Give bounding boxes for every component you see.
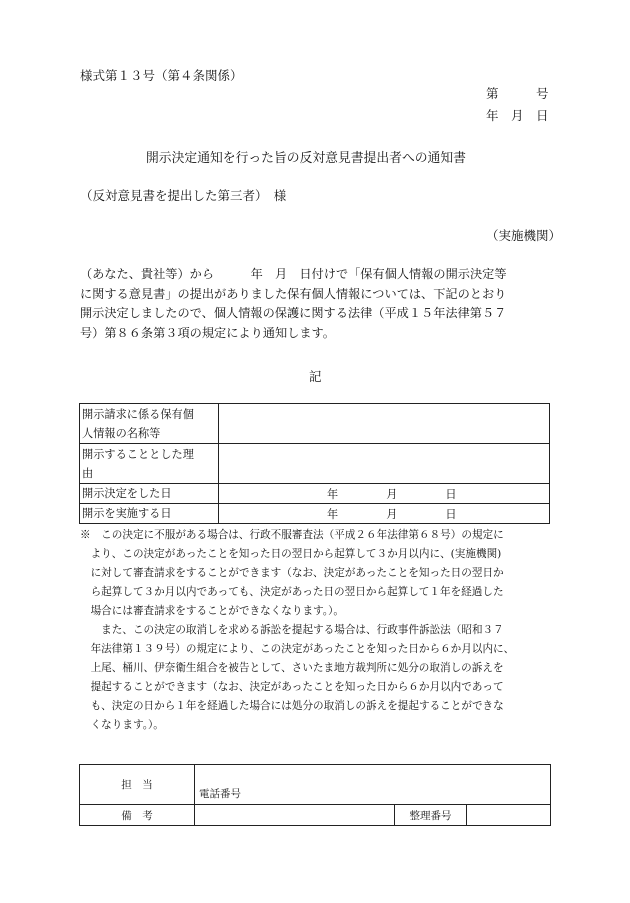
tantou-label: 担 当 bbox=[80, 765, 195, 805]
footer-table bbox=[79, 764, 551, 826]
ki-heading: 記 bbox=[309, 369, 322, 384]
table-row bbox=[80, 404, 550, 444]
note-line: 年法律第１３９号）の規定により、この決定があったことを知った日から６か月以内に、 bbox=[80, 643, 515, 655]
form-number: 様式第１３号（第４条関係） bbox=[80, 68, 243, 83]
note-line: より、この決定があったことを知った日の翌日から起算して３か月以内に、(実施機関) bbox=[80, 548, 502, 560]
implementation-date-cell: 年 月 日 bbox=[219, 504, 550, 524]
bikou-value bbox=[195, 805, 395, 826]
document-number: 第 号 bbox=[486, 86, 549, 101]
table-row bbox=[80, 805, 551, 826]
note-line: 上尾、桶川、伊奈衛生組合を被告として、さいたま地方裁判所に処分の取消しの訴えを bbox=[80, 662, 504, 674]
record-label: 開示を実施する日 bbox=[80, 504, 219, 524]
document-title: 開示決定通知を行った旨の反対意見書提出者への通知書 bbox=[146, 151, 466, 166]
record-label: 開示することとした理 由 bbox=[80, 444, 219, 484]
seiri-value bbox=[467, 805, 551, 826]
addressee: （反対意見書を提出した第三者） 様 bbox=[80, 188, 287, 203]
body-line: 号）第８６条第３項の規定により通知します。 bbox=[80, 325, 335, 340]
phone-label: 電話番号 bbox=[195, 765, 551, 805]
seiri-label: 整理番号 bbox=[395, 805, 467, 826]
note-line: 場合には審査請求をすることができなくなります。）。 bbox=[80, 605, 344, 617]
bikou-label: 備 考 bbox=[80, 805, 195, 826]
note-line: ら起算して３か月以内であっても、決定があった日の翌日から起算して１年を経過した bbox=[80, 586, 504, 598]
body-line: （あなた、貴社等）から 年 月 日付けで「保有個人情報の開示決定等 bbox=[80, 267, 507, 281]
record-label: 開示請求に係る保有個 人情報の名称等 bbox=[80, 404, 219, 444]
note-line: に対して審査請求をすることができます（なお、決定があったことを知った日の翌日か bbox=[80, 567, 504, 579]
body-line: に関する意見書」の提出がありました保有個人情報については、下記のとおり bbox=[80, 286, 507, 301]
note-line: くなります。）。 bbox=[80, 719, 164, 731]
appeal-note bbox=[80, 526, 560, 735]
document-date: 年 月 日 bbox=[486, 108, 549, 123]
record-value bbox=[219, 444, 550, 484]
table-row bbox=[80, 504, 550, 524]
note-line: また、この決定の取消しを求める訴訟を提起する場合は、行政事件訴訟法（昭和３７ bbox=[80, 624, 504, 636]
note-line: も、決定の日から１年を経過した場合には処分の取消しの訴えを提起することができな bbox=[80, 700, 504, 712]
record-value bbox=[219, 404, 550, 444]
table-row bbox=[80, 444, 550, 484]
record-table bbox=[79, 403, 550, 524]
record-label: 開示決定をした日 bbox=[80, 484, 219, 504]
issuing-agency: （実施機関） bbox=[486, 228, 562, 243]
body-line: 開示決定しましたので、個人情報の保護に関する法律（平成１５年法律第５７ bbox=[80, 306, 507, 320]
table-row bbox=[80, 484, 550, 504]
note-line: 提起することができます（なお、決定があったことを知った日から６か月以内であって bbox=[80, 681, 504, 693]
decision-date-cell: 年 月 日 bbox=[219, 484, 550, 504]
table-row bbox=[80, 765, 551, 805]
note-line: ※ この決定に不服がある場合は、行政不服審査法（平成２６年法律第６８号）の規定に bbox=[80, 529, 504, 541]
notice-body bbox=[80, 265, 550, 343]
